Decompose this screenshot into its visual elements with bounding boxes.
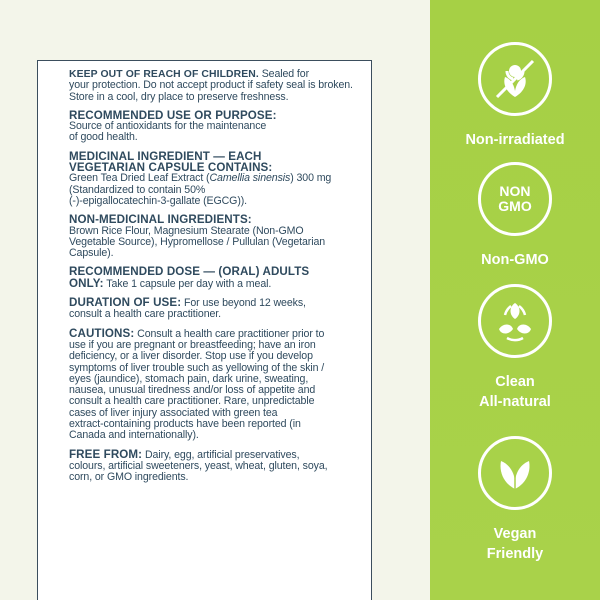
dose-text: Take 1 capsule per day with a meal. — [103, 277, 272, 290]
ingredient-latin-name: Camellia sinensis — [209, 172, 291, 185]
recycle-leaf-icon — [478, 284, 552, 358]
badge-vegan-friendly — [430, 436, 600, 564]
non-gmo-icon-text-1: NON — [499, 183, 531, 199]
duration-section — [69, 297, 359, 321]
cautions-line10: Canada and internationally). — [69, 429, 199, 442]
medicinal-ingredient-section — [69, 151, 359, 207]
dose-section — [69, 266, 359, 290]
recommended-use-heading: RECOMMENDED USE OR PURPOSE: — [69, 108, 277, 122]
non-irradiated-icon — [478, 42, 552, 116]
non-gmo-icon-text-2: GMO — [498, 198, 532, 214]
free-from-section — [69, 449, 359, 484]
badges-panel — [430, 0, 600, 600]
ingredient-amount: ) 300 mg — [290, 172, 332, 185]
keep-out-line2: your protection. Do not accept product if safety seal is broken. — [69, 79, 353, 92]
keep-out-line3: Store in a cool, dry place to preserve freshness. — [69, 90, 289, 103]
badge-label-non-irradiated: Non-irradiated — [465, 132, 565, 148]
cautions-line7: consult a health care practitioner. Rare, unpredictable — [69, 395, 315, 408]
badge-non-irradiated — [430, 42, 600, 150]
dose-heading: RECOMMENDED DOSE — (ORAL) ADULTS — [69, 265, 310, 279]
non-gmo-icon — [478, 162, 552, 236]
non-medicinal-line3: Capsule). — [69, 247, 114, 260]
free-from-heading: FREE FROM: — [69, 447, 143, 461]
cautions-line5: eyes (jaundice), stomach pain, dark urine, sweating, — [69, 372, 309, 385]
non-medicinal-section — [69, 214, 359, 259]
cautions-line6: nausea, unusual tiredness and/or loss of appetite and — [69, 384, 316, 397]
cautions-line4: symptoms of liver trouble such as yellowing of the skin / — [69, 361, 325, 374]
badge-label-friendly: Friendly — [486, 546, 544, 562]
badge-label-clean: Clean — [495, 374, 535, 390]
free-from-line1: Dairy, egg, artificial preservatives, — [142, 448, 300, 461]
badge-label-clean-all-natural — [430, 372, 600, 412]
recommended-use-line1: Source of antioxidants for the maintenance — [69, 120, 267, 133]
duration-text: For use beyond 12 weeks, — [181, 297, 306, 310]
badge-clean-all-natural — [430, 284, 600, 412]
free-from-line3: corn, or GMO ingredients. — [69, 471, 189, 484]
medicinal-heading-1: MEDICINAL INGREDIENT — EACH — [69, 149, 262, 163]
keep-out-line1: Sealed for — [261, 68, 309, 80]
cautions-line2: use if you are pregnant or breastfeeding; have an iron — [69, 338, 316, 351]
badge-label-vegan: Vegan — [493, 526, 537, 542]
keep-out-heading: KEEP OUT OF REACH OF CHILDREN. — [69, 69, 259, 80]
medicinal-line3: (-)-epigallocatechin-3-gallate (EGCG)). — [69, 194, 248, 207]
recommended-use-line2: of good health. — [69, 131, 138, 144]
medicinal-heading-2: VEGETARIAN CAPSULE CONTAINS: — [69, 161, 273, 175]
duration-line2: consult a health care practitioner. — [69, 308, 221, 321]
recommended-use-section — [69, 110, 359, 144]
badge-label-non-gmo: Non-GMO — [481, 252, 549, 268]
supplement-facts-label — [37, 60, 372, 600]
medicinal-line2: (Standardized to contain 50% — [69, 183, 206, 196]
ingredient-name: Green Tea Dried Leaf Extract ( — [69, 172, 210, 185]
vegan-leaf-icon — [478, 436, 552, 510]
free-from-line2: colours, artificial sweeteners, yeast, wheat, gluten, soya, — [69, 459, 328, 472]
badge-label-all-natural: All-natural — [479, 394, 551, 410]
cautions-line8: cases of liver injury associated with green tea — [69, 406, 278, 419]
cautions-line3: deficiency, or a liver disorder. Stop use if you develop — [69, 350, 313, 363]
non-medicinal-line2: Vegetable Source), Hypromellose / Pullulan (Vegetarian — [69, 235, 326, 248]
duration-heading: DURATION OF USE: — [69, 296, 182, 310]
cautions-section — [69, 328, 359, 442]
non-medicinal-line1: Brown Rice Flour, Magnesium Stearate (Non-GMO — [69, 224, 304, 237]
badge-label-vegan-friendly — [430, 524, 600, 564]
keep-out-section — [69, 69, 359, 103]
cautions-line1: Consult a health care practitioner prior to — [134, 327, 325, 340]
cautions-line9: extract-containing products have been reported (in — [69, 418, 301, 431]
badge-non-gmo — [430, 162, 600, 270]
non-medicinal-heading: NON-MEDICINAL INGREDIENTS: — [69, 213, 252, 227]
dose-heading-2: ONLY: — [69, 276, 104, 290]
cautions-heading: CAUTIONS: — [69, 326, 135, 340]
